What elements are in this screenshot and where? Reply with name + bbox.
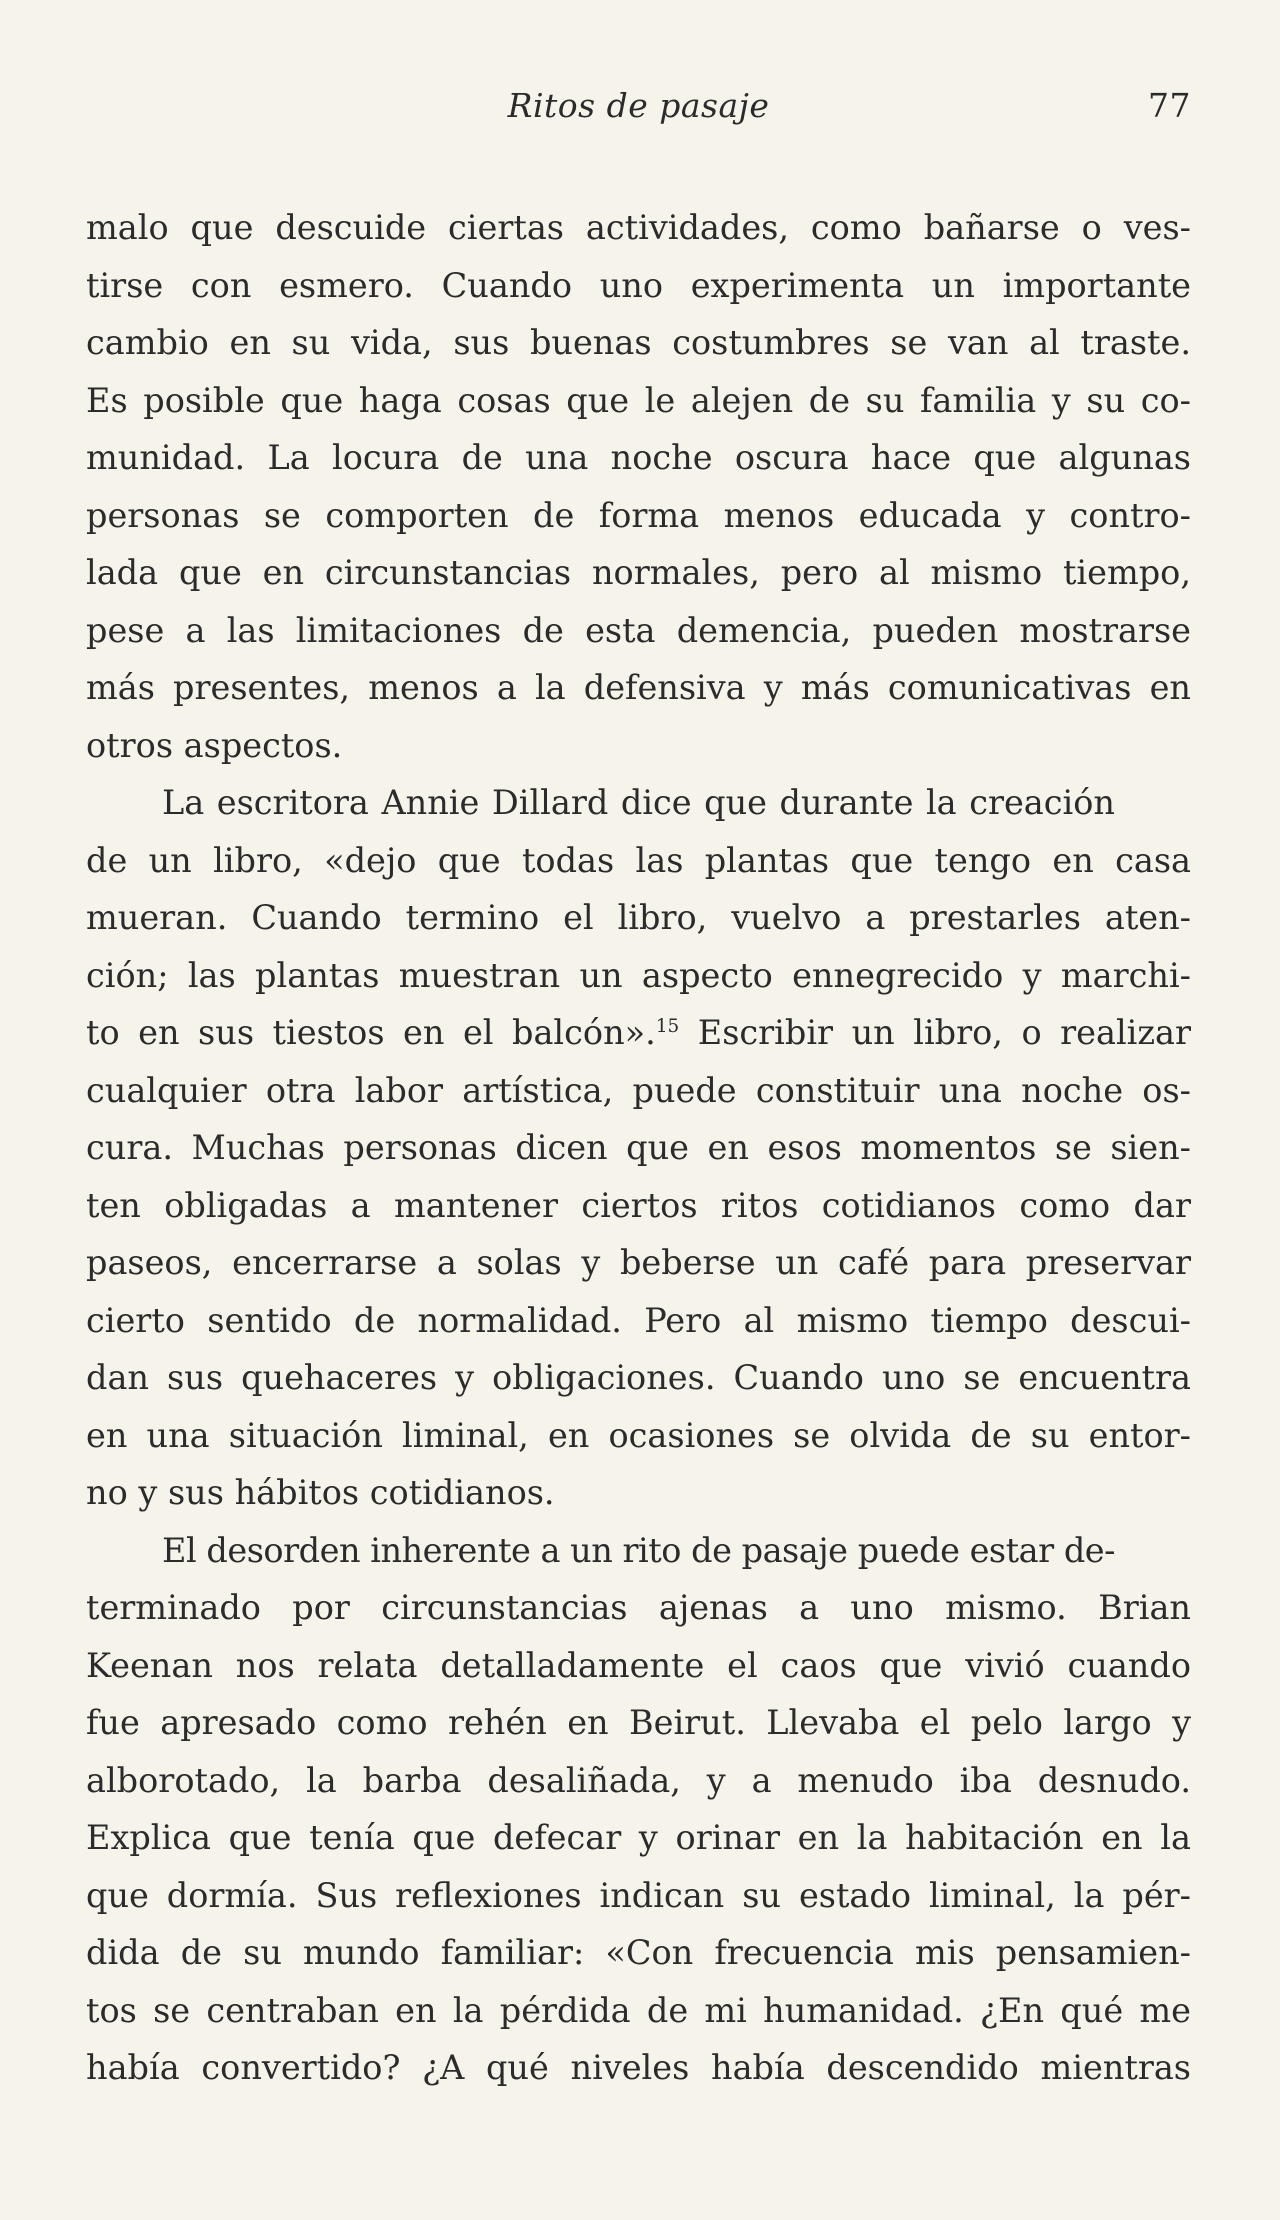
text-line: munidad. La locura de una noche oscura hace que algunas [86,438,1191,477]
text-line: ción; las plantas muestran un aspecto ennegrecido y marchi- [86,955,1191,995]
running-header [86,86,1191,140]
text-line: tos se centraban en la pérdida de mi humanidad. ¿En qué me [86,1990,1191,2030]
text-segment: Escribir un libro, o realizar [679,1013,1192,1052]
running-title: Ritos de pasaje [507,86,770,125]
text-segment: to en sus tiestos en el balcón». [86,1013,656,1052]
text-line: ten obligadas a mantener ciertos ritos cotidianos como dar [86,1185,1191,1225]
text-line: de un libro, «dejo que todas las plantas que tengo en casa [86,840,1191,880]
text-line: cierto sentido de normalidad. Pero al mismo tiempo descui- [86,1300,1191,1340]
text-line: Es posible que haga cosas que le alejen de su familia y su co- [86,380,1191,420]
text-line: terminado por circunstancias ajenas a uno mismo. Brian [86,1588,1191,1627]
text-line: Keenan nos relata detalladamente el caos que vivió cuando [86,1645,1191,1685]
text-line: lada que en circunstancias normales, pero al mismo tiempo, [86,553,1191,592]
text-line: dida de su mundo familiar: «Con frecuencia mis pensamien- [86,1933,1191,1972]
text-line: que dormía. Sus reflexiones indican su estado liminal, la pér- [86,1875,1191,1915]
paragraph-2 [86,774,1191,1522]
text-line: había convertido? ¿A qué niveles había descendido mientras [86,2048,1191,2087]
text-line: paseos, encerrarse a solas y beberse un café para preservar [86,1243,1191,1282]
text-line: cambio en su vida, sus buenas costumbres se van al traste. [86,323,1191,362]
text-line: malo que descuide ciertas actividades, como bañarse o ves- [86,208,1191,247]
text-line: más presentes, menos a la defensiva y más comunicativas en [86,668,1191,707]
text-line: dan sus quehaceres y obligaciones. Cuando uno se encuentra [86,1358,1191,1397]
text-line: La escritora Annie Dillard dice que durante la creación [162,783,1115,822]
text-line-with-footnote [86,1004,1191,1062]
text-line: El desorden inherente a un rito de pasaje puede estar de- [162,1530,1115,1570]
text-line: personas se comporten de forma menos educada y contro- [86,495,1191,535]
text-line: no y sus hábitos cotidianos. [86,1473,555,1512]
text-line: cura. Muchas personas dicen que en esos momentos se sien- [86,1128,1191,1167]
text-line: otros aspectos. [86,725,343,765]
text-line: fue apresado como rehén en Beirut. Llevaba el pelo largo y [86,1703,1191,1742]
body-text [86,199,1191,2097]
text-line: mueran. Cuando termino el libro, vuelvo a prestarles aten- [86,898,1191,937]
footnote-marker: 15 [655,1015,680,1037]
paragraph-3 [86,1522,1191,2097]
page-number: 77 [1148,86,1191,125]
paragraph-1 [86,199,1191,774]
text-line: Explica que tenía que defecar y orinar en la habitación en la [86,1818,1191,1857]
text-line: cualquier otra labor artística, puede constituir una noche os- [86,1070,1191,1110]
text-line: alborotado, la barba desaliñada, y a menudo iba desnudo. [86,1760,1191,1800]
text-line: tirse con esmero. Cuando uno experimenta un importante [86,265,1191,305]
text-line: en una situación liminal, en ocasiones se olvida de su entor- [86,1415,1191,1455]
text-line: pese a las limitaciones de esta demencia, pueden mostrarse [86,610,1191,650]
